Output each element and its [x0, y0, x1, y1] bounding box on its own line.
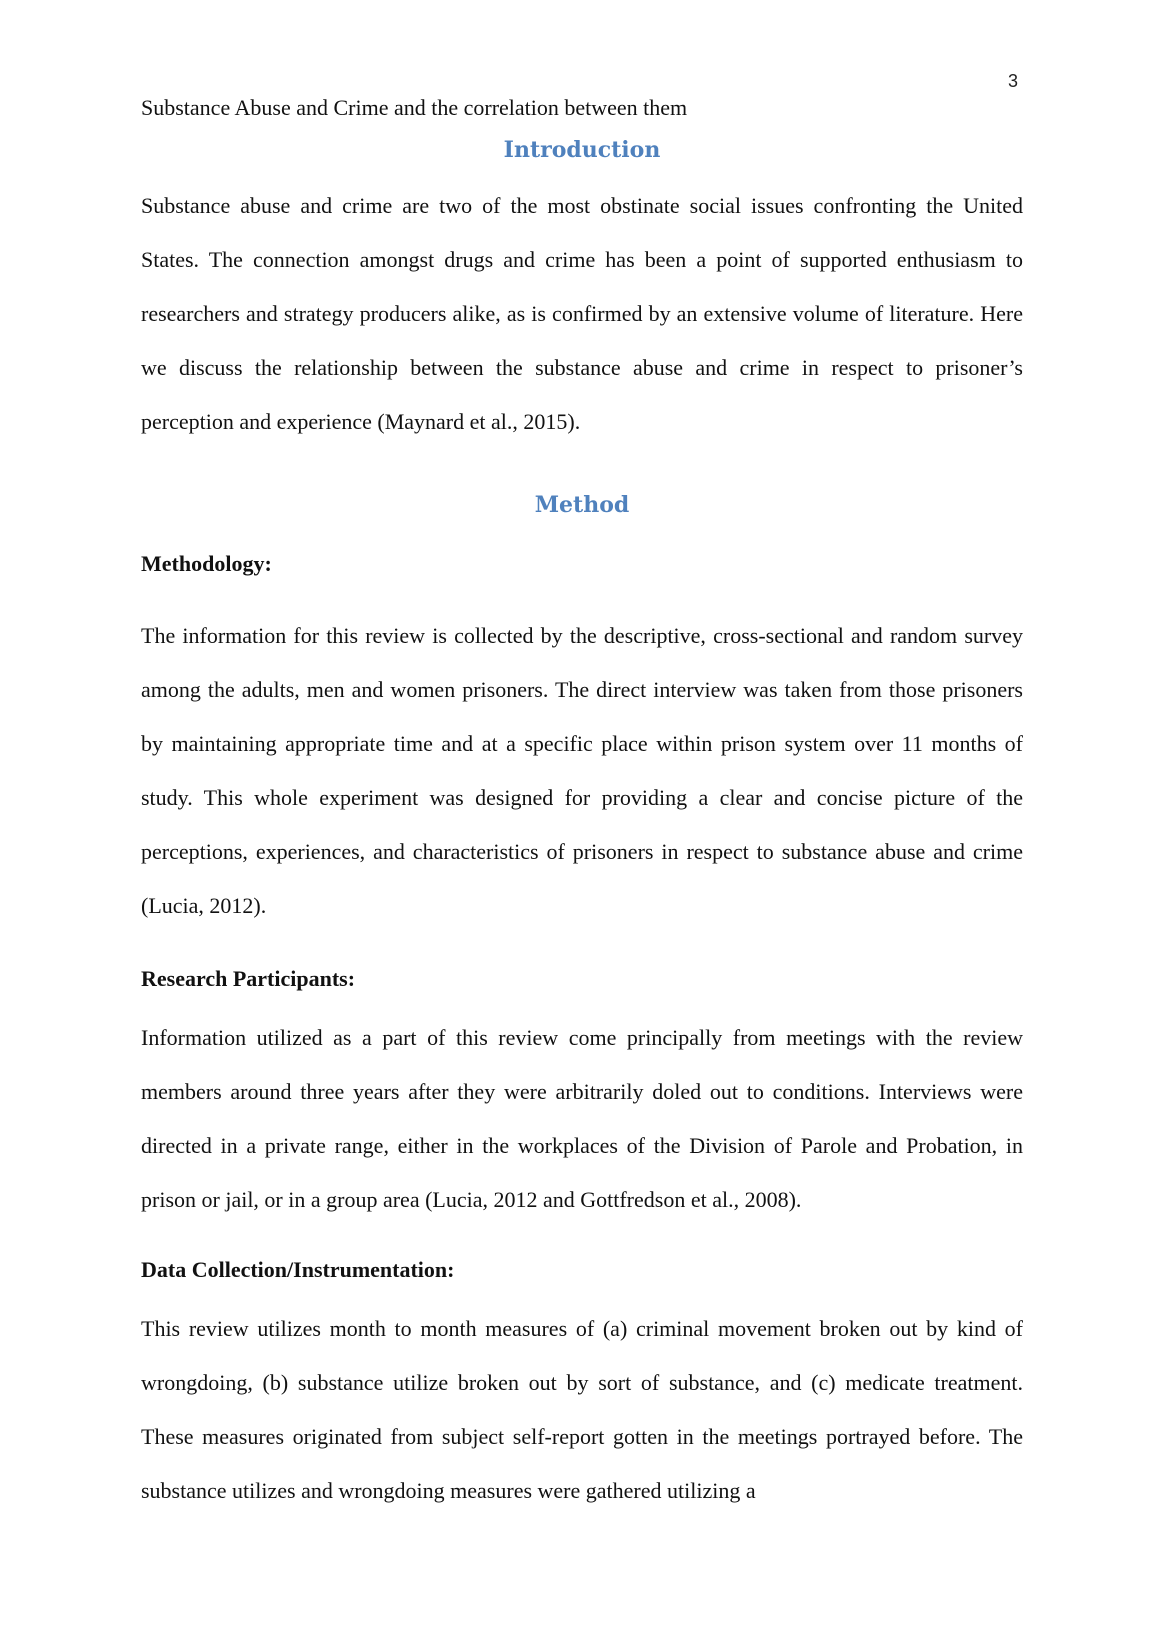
introduction-heading: Introduction [503, 137, 661, 163]
data-collection-paragraph: This review utilizes month to month measures of (a) criminal movement broken out by kind of wrongdoing, (b) substance utilize broken out by sort of substance, and (c) medicate treatment. These measures originated from subject self-report gotten in the meetings portrayed before. The substance utilizes and wrongdoing measures were gathered utilizing a [141, 1316, 1023, 1503]
methodology-paragraph: The information for this review is collected by the descriptive, cross-sectional and random survey among the adults, men and women prisoners. The direct interview was taken from those prisoners by maintaining appropriate time and at a specific place within prison system over 11 months of study. This whole experiment was designed for providing a clear and concise picture of the perceptions, experiences, and characteristics of prisoners in respect to substance abuse and crime (Lucia, 2012). [141, 623, 1023, 918]
introduction-paragraph: Substance abuse and crime are two of the most obstinate social issues confronting the United States. The connection amongst drugs and crime has been a point of supported enthusiasm to researchers and strategy producers alike, as is confirmed by an extensive volume of literature. Here we discuss the relationship between the substance abuse and crime in respect to prisoner’s perception and experience (Maynard et al., 2015). [141, 193, 1023, 434]
page-number: 3 [1007, 71, 1018, 91]
method-heading: Method [534, 492, 630, 518]
running-head: Substance Abuse and Crime and the correlation between them [141, 95, 688, 120]
data-collection-subheading: Data Collection/Instrumentation: [141, 1257, 455, 1282]
participants-subheading: Research Participants: [141, 966, 356, 991]
methodology-subheading: Methodology: [141, 551, 272, 576]
participants-paragraph: Information utilized as a part of this review come principally from meetings with the review members around three years after they were arbitrarily doled out to conditions. Interviews were directed in a private range, either in the workplaces of the Division of Parole and Probation, in prison or jail, or in a group area (Lucia, 2012 and Gottfredson et al., 2008). [141, 1025, 1023, 1212]
